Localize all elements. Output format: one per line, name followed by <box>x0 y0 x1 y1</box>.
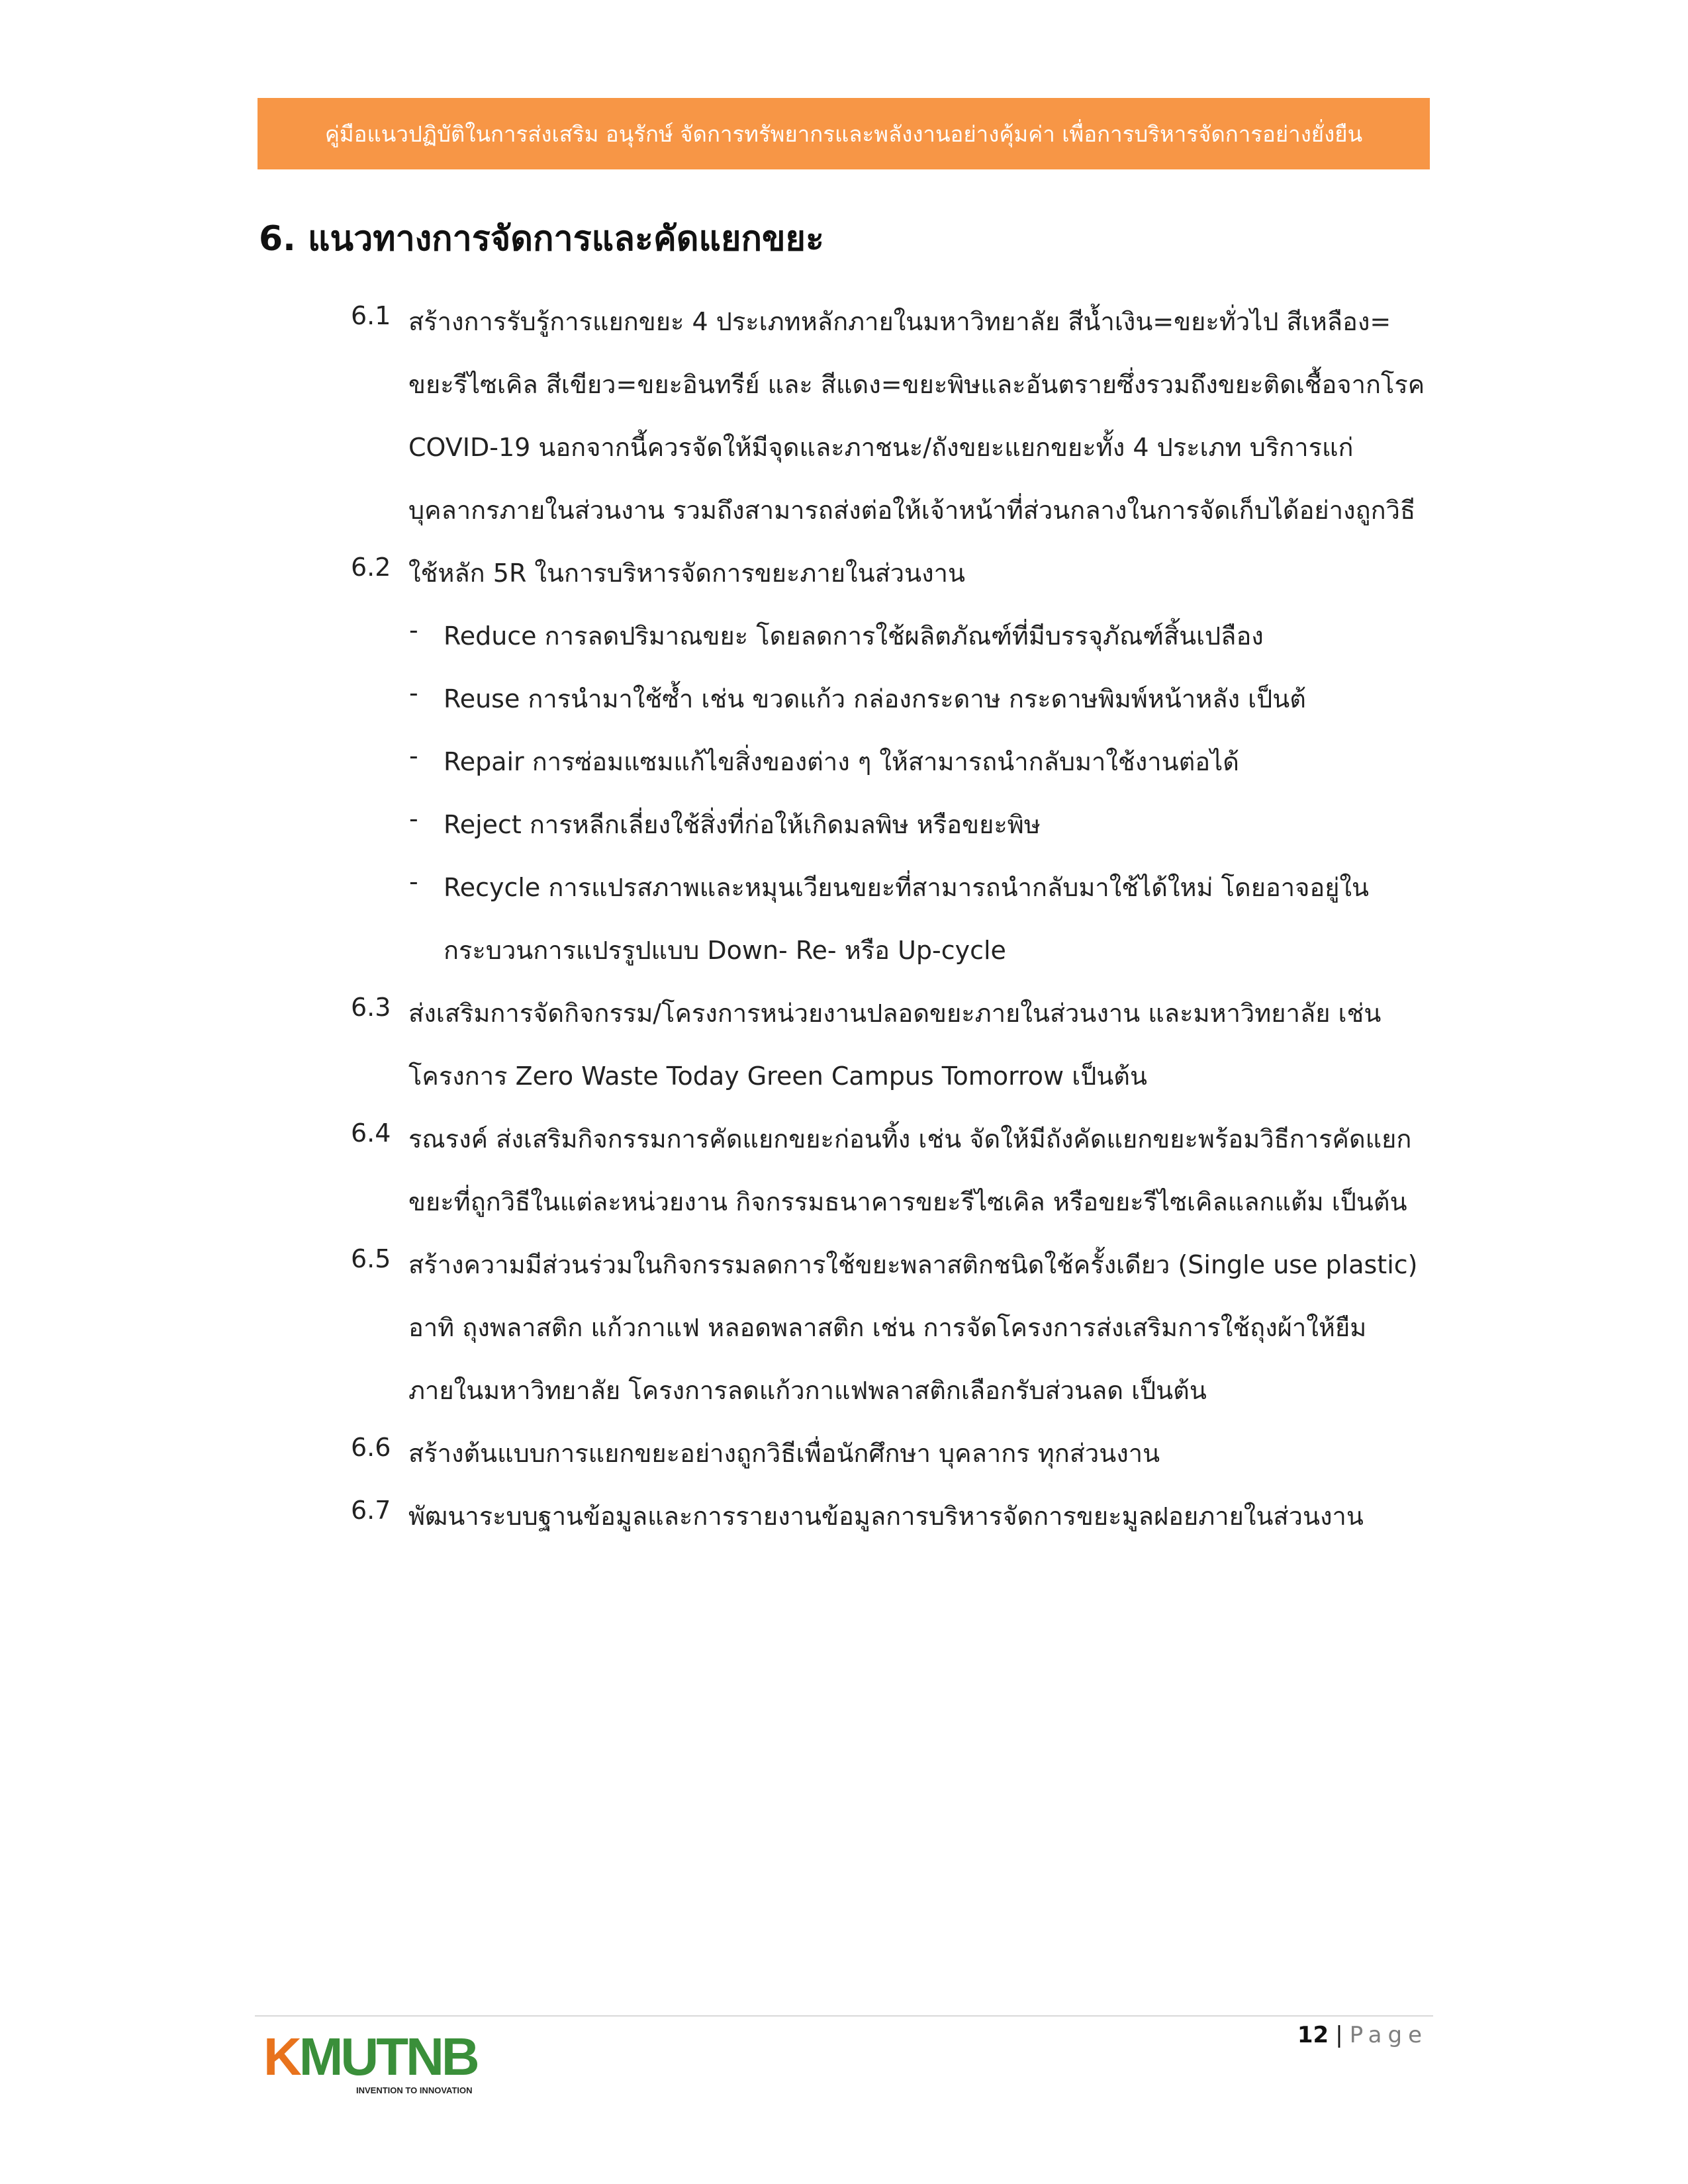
item-number: 6.4 <box>351 1118 391 1148</box>
section-title: 6. แนวทางการจัดการและคัดแยกขยะ <box>259 219 824 259</box>
bullet-dash: - <box>409 741 418 770</box>
item-6-1-line: ขยะรีไซเคิล สีเขียว=ขยะอินทรีย์ และ สีแดง=ขยะพิษและอันตรายซึ่งรวมถึงขยะติดเชื้อจากโรค <box>408 370 1425 399</box>
item-number: 6.5 <box>351 1244 391 1273</box>
bullet-dash: - <box>409 615 418 645</box>
header-bar <box>258 98 1430 169</box>
page-separator: | <box>1335 2022 1343 2048</box>
item-6-5-line: ภายในมหาวิทยาลัย โครงการลดแก้วกาแฟพลาสติกเลือกรับส่วนลด เป็นต้น <box>408 1376 1207 1405</box>
header-text: คู่มือแนวปฏิบัติในการส่งเสริม อนุรักษ์ จัดการทรัพยากรและพลังงานอย่างคุ้มค่า เพื่อการบริหารจัดการอย่างยั่งยืน <box>324 120 1363 147</box>
sub-item-reduce: Reduce การลดปริมาณขยะ โดยลดการใช้ผลิตภัณฑ์ที่มีบรรจุภัณฑ์สิ้นเปลือง <box>444 621 1264 651</box>
bullet-dash: - <box>409 678 418 707</box>
item-6-3-line: ส่งเสริมการจัดกิจกรรม/โครงการหน่วยงานปลอดขยะภายในส่วนงาน และมหาวิทยาลัย เช่น <box>408 999 1382 1028</box>
item-6-4-line: รณรงค์ ส่งเสริมกิจกรรมการคัดแยกขยะก่อนทิ้ง เช่น จัดให้มีถังคัดแยกขยะพร้อมวิธีการคัดแยก <box>408 1124 1412 1154</box>
item-6-1-line: บุคลากรภายในส่วนงาน รวมถึงสามารถส่งต่อให้เจ้าหน้าที่ส่วนกลางในการจัดเก็บได้อย่างถูกวิธี <box>408 496 1416 525</box>
bullet-dash: - <box>409 867 418 896</box>
item-number: 6.1 <box>351 301 391 330</box>
sub-item-recycle-cont: กระบวนการแปรรูปแบบ Down- Re- หรือ Up-cycle <box>444 936 1006 965</box>
footer-divider <box>255 2015 1433 2017</box>
logo-tagline: INVENTION TO INNOVATION <box>356 2085 473 2095</box>
item-6-2-line: ใช้หลัก 5R ในการบริหารจัดการขยะภายในส่วนงาน <box>408 559 965 588</box>
item-6-3-line: โครงการ Zero Waste Today Green Campus Tomorrow เป็นต้น <box>408 1062 1147 1091</box>
bullet-dash: - <box>409 804 418 833</box>
item-6-1-line: COVID-19 นอกจากนี้ควรจัดให้มีจุดและภาชนะ/ถังขยะแยกขยะทั้ง 4 ประเภท บริการแก่ <box>408 433 1354 462</box>
item-number: 6.6 <box>351 1433 391 1462</box>
item-6-5-line: สร้างความมีส่วนร่วมในกิจกรรมลดการใช้ขยะพลาสติกชนิดใช้ครั้งเดียว (Single use plastic) <box>408 1250 1418 1279</box>
sub-item-reuse: Reuse การนำมาใช้ซ้ำ เช่น ขวดแก้ว กล่องกระดาษ กระดาษพิมพ์หน้าหลัง เป็นต้ <box>444 684 1306 713</box>
sub-item-reject: Reject การหลีกเลี่ยงใช้สิ่งที่ก่อให้เกิดมลพิษ หรือขยะพิษ <box>444 810 1041 839</box>
page-word: Page <box>1349 2022 1428 2048</box>
kmutnb-logo: KMUTNB INVENTION TO INNOVATION <box>263 2027 477 2095</box>
sub-item-repair: Repair การซ่อมแซมแก้ไขสิ่งของต่าง ๆ ให้สามารถนำกลับมาใช้งานต่อได้ <box>444 747 1239 776</box>
item-number: 6.7 <box>351 1496 391 1525</box>
item-6-6-line: สร้างต้นแบบการแยกขยะอย่างถูกวิธีเพื่อนักศึกษา บุคลากร ทุกส่วนงาน <box>408 1439 1160 1468</box>
sub-item-recycle: Recycle การแปรสภาพและหมุนเวียนขยะที่สามารถนำกลับมาใช้ได้ใหม่ โดยอาจอยู่ใน <box>444 873 1370 902</box>
item-6-1-line: สร้างการรับรู้การแยกขยะ 4 ประเภทหลักภายในมหาวิทยาลัย สีน้ำเงิน=ขยะทั่วไป สีเหลือง= <box>408 307 1391 336</box>
page-number-label <box>1297 2022 1428 2048</box>
item-6-7-line: พัฒนาระบบฐานข้อมูลและการรายงานข้อมูลการบริหารจัดการขยะมูลฝอยภายในส่วนงาน <box>408 1502 1364 1531</box>
item-6-4-line: ขยะที่ถูกวิธีในแต่ละหน่วยงาน กิจกรรมธนาคารขยะรีไซเคิล หรือขยะรีไซเคิลแลกแต้ม เป็นต้น <box>408 1187 1407 1216</box>
item-number: 6.3 <box>351 993 391 1022</box>
item-number: 6.2 <box>351 553 391 582</box>
page-number: 12 <box>1297 2022 1329 2048</box>
item-6-5-line: อาทิ ถุงพลาสติก แก้วกาแฟ หลอดพลาสติก เช่น การจัดโครงการส่งเสริมการใช้ถุงผ้าให้ยืม <box>408 1313 1367 1342</box>
